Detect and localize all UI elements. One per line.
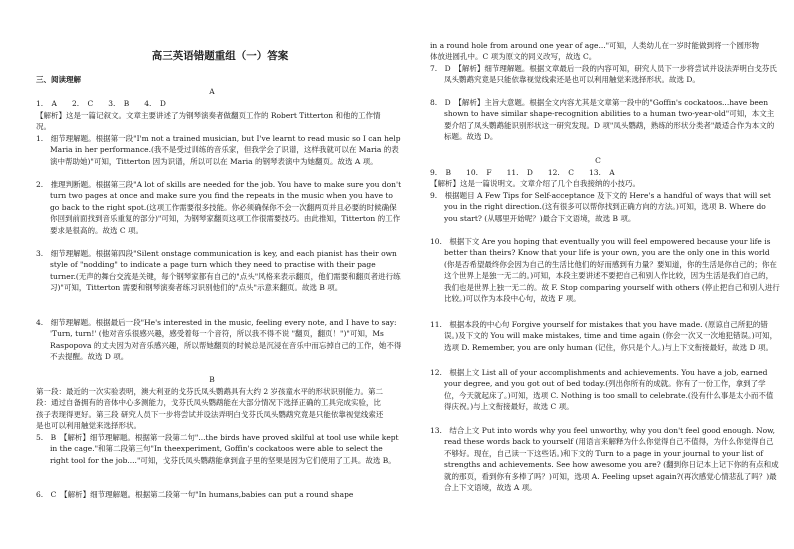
question-1-explanation: 1. 细节理解题。根据第一段"I'm not a trained musician, but I've learnt to read music so I can help Maria in her performance.(我不是受过训练的音乐家，但我学会了识谱，这样我就可以在 Maria 的表演中帮助她)"可知，Titterton 因为识谱，所以可以在 Maria 的钢琴表演中为她翻页。故选 A 项。 [36,134,401,166]
question-11-explanation: 11. 根据本段的中心句 Forgive yourself for mistakes that you have made. (原谅自己所犯的错误。)及下文的 You will make mistakes, time and time again (你会一次又一次地犯错误。)可知，选项 D. Remember, you are only human (记住，你只是个人。)与上下文衔接最好，故选 D 项。 [430,320,778,352]
question-9-explanation: 9. 根据题目 A Few Tips for Self-acceptance 及下文的 Here's a handful of ways that will set you in the right direction.(这有很多可以帮你找到正确方向的方法。)可知，选项 B. Where do you start? (从哪里开始呢？)最合下文语境，故选 B 项。 [430,191,771,223]
part-a-answers: 1. A 2. C 3. B 4. D [36,99,166,108]
question-7-explanation: 7. D 【解析】细节理解题。根据文章最后一段的内容可知，研究人员下一步将尝试并设法弄明白戈芬氏凤头鹦鹉究竟是只能依靠视觉线索还是也可以利用触觉来选择形状。故选 D。 [430,64,777,85]
question-4-explanation: 4. 细节理解题。根据最后一段"He's interested in the music, feeling every note, and I have to say: 'Turn, turn!' (他对音乐很感兴趣，感受着每一个音符，所以我不得不说 "翻页，翻页！")"可知，Ms Raspopova 的丈夫因为对音乐感兴趣，所以帮她翻页的时候总是沉浸在音乐中而忘掉自己的工作，她不得不去提醒。故选 D 项。 [36,318,402,362]
page-title: 高三英语错题重组（一）答案 [151,50,289,62]
question-10-explanation: 10. 根据下文 Are you hoping that eventually you will feel empowered because your life is better than theirs? Know that your life is your own, you are the only one in this world (你是否希望最终你会因为自己的生活比他们的好而感到有力量？要知道，你的生活是你自己的；你在这个世界上是独一无二的。)可知，本段主要讲述不要把自己和别人作比较，因为生活是我们自己的，我们也是世界上独一无二的。故 F. Stop comparing yourself with others (停止把自己和别人进行比较。)可以作为本段中心句，故选 F 项。 [430,237,780,304]
question-3-explanation: 3. 细节理解题。根据第四段"Silent onstage communication is key, and each pianist has their own style of "nodding" to indicate a page turn which they need to practise with their page turner.(无声的舞台交流是关键，每个钢琴家都有自己的"点头"风格来表示翻页，他们需要和翻页者进行练习)"可知，Titterton 需要和钢琴演奏者练习识别他们的"点头"示意来翻页。故选 B 项。 [36,249,401,293]
part-b-label: B [209,375,215,384]
question-8-explanation: 8. D 【解析】主旨大意题。根据全文内容尤其是文章第一段中的"Goffin's cockatoos...have been shown to have similar shape-recognition abilities to a human two-year-old"可知，本文主要介绍了凤头鹦鹉能识别形状这一研究发现。D 项"凤头鹦鹉，熟练的形状分类者"最适合作为本文的标题。故选 D。 [430,98,775,142]
part-c-answers: 9. B 10. F 11. D 12. C 13. A [430,168,615,177]
part-a-intro: 【解析】这是一篇记叙文。文章主要讲述了为钢琴演奏者做翻页工作的 Robert Titterton 和他的工作情况。 [36,111,381,132]
part-c-intro: 【解析】这是一篇说明文。文章介绍了几个自我接纳的小技巧。 [430,179,640,188]
part-b-intro: 第一段：最近的一次实验表明，澳大利亚的戈芬氏凤头鹦鹉具有大约 2 岁孩童水平的形状识别能力。第二段：通过自备拥有的音体中心多测能力，戈芬氏凤头鹦鹉能在大部分情况下选择正确的工具完成实验，比孩子表现得更好。第三段 研究人员下一步将尝试并设法弄明白戈芬氏凤头鹦鹉究竟是只能依靠视觉线索还是也可以利用触觉来选择形状。 [36,387,384,431]
question-6-continued: in a round hole from around one year of age..."可知，人类幼儿在一岁时能做到将一个圆形物体放进圆孔中。C 项为原文的同义改写，故选 C。 [430,41,760,62]
part-a-label: A [209,87,215,96]
question-2-explanation: 2. 推理判断题。根据第三段"A lot of skills are needed for the job. You have to make sure you don't turn two pages at once and make sure you find the repeats in the music when you have to go back to the right spot.(这项工作需要很多技能。你必须确保你不会一次翻两页并且必要的时候确保你回到前面找到音乐重复的部分)"可知，为钢琴家翻页这项工作很需要技巧。由此推知，Titterton 的工作要求是很高的。故选 C 项。 [36,180,402,235]
question-13-explanation: 13. 结合上文 Put into words why you feel unworthy, why you don't feel good enough. Now, read these words back to yourself (用语言来解释为什么你觉得自己不值得，为什么你觉得自己不够好。现在，自己读一下这些话。)和下文的 Turn to a page in your journal to your list of strengths and achievements. See how awesome you are? (翻到你日记本上记下你的有点和成就的那页，看到你有多棒了吗？)可知，选项 A. Feeling upset again?(再次感觉心情悲乱了吗？)最合上下文语境，故选 A 项。 [430,426,779,493]
question-5-explanation: 5. B 【解析】细节理解题。根据第一段第二句"...the birds have proved skilful at tool use while kept in the cage."和第二段第三句"In theexperiment, Goffin's cockatoos were able to select the right tool for the job...."可知，戈芬氏凤头鹦鹉能拿到盒子里的坚果是因为它们使用了工具。故选 B。 [36,433,399,465]
question-12-explanation: 12. 根据上文 List all of your accomplishments and achievements. You have a job, earned your degree, and you got out of bed today.(列出你所有的成就。你有了一份工作，拿到了学位，今天就起床了。)可知，选项 C. Nothing is too small to celebrate.(没有什么事是太小而不值得庆祝。)与上文衔接最好，故选 C 项。 [430,368,774,412]
part-c-label: C [595,156,601,165]
question-6-explanation: 6. C 【解析】细节理解题。根据第二段第一句"In humans,babies can put a round shape [36,490,354,499]
section-heading: 三、阅读理解 [36,75,81,84]
